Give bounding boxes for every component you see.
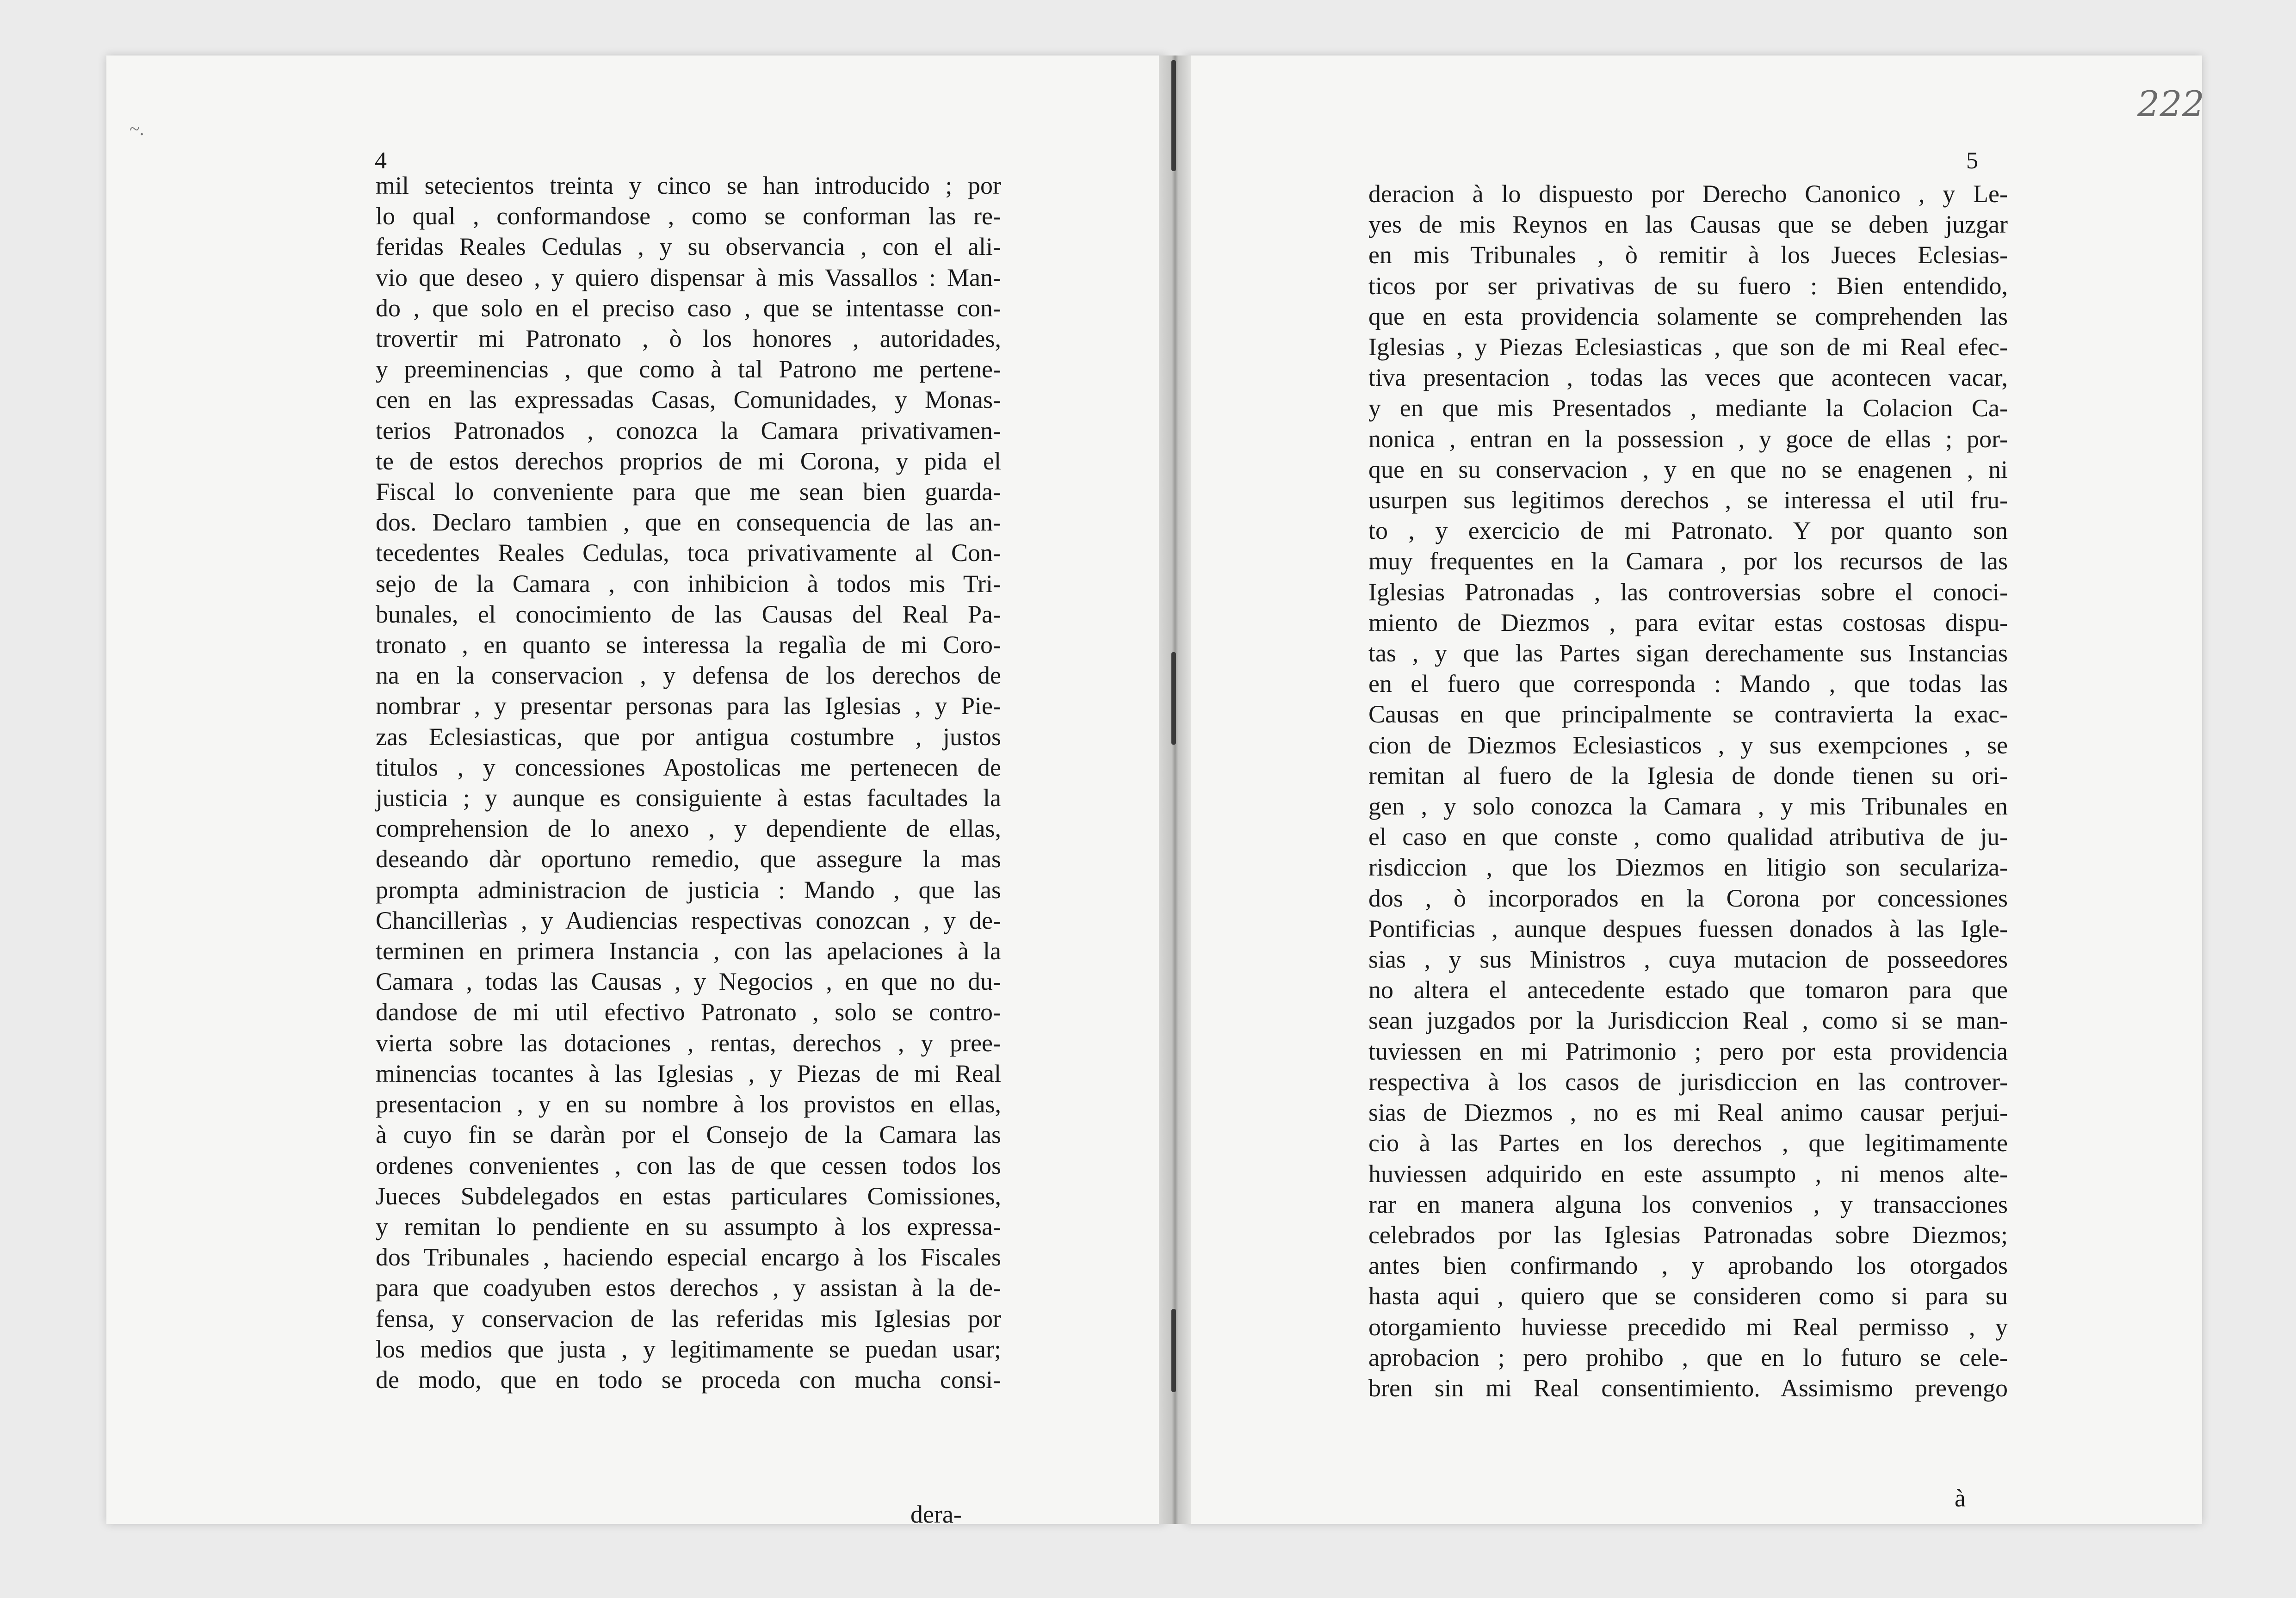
binding-thread bbox=[1171, 60, 1176, 171]
text-line: Camara , todas las Causas , y Negocios , en que no du- bbox=[376, 968, 1001, 996]
text-line: hasta aqui , quiero que se consideren como si para su bbox=[1368, 1282, 2008, 1310]
folio-number: 222 bbox=[2137, 83, 2205, 124]
text-line: feridas Reales Cedulas , y su observancia , con el ali- bbox=[376, 233, 1001, 261]
text-line: à cuyo fin se daràn por el Consejo de la Camara las bbox=[376, 1121, 1001, 1149]
text-line: sean juzgados por la Jurisdiccion Real , como si se man- bbox=[1368, 1006, 2008, 1035]
text-line: na en la conservacion , y defensa de los derechos de bbox=[376, 661, 1001, 690]
text-line: Iglesias , y Piezas Eclesiasticas , que son de mi Real efec- bbox=[1368, 333, 2008, 361]
text-line: sias de Diezmos , no es mi Real animo causar perjui- bbox=[1368, 1098, 2008, 1127]
text-line: el caso en que conste , como qualidad atributiva de ju- bbox=[1368, 823, 2008, 851]
binding-thread bbox=[1171, 652, 1176, 745]
text-line: Jueces Subdelegados en estas particulares Comissiones, bbox=[376, 1182, 1001, 1210]
text-line: miento de Diezmos , para evitar estas costosas dispu- bbox=[1368, 608, 2008, 636]
text-line: lo qual , conformandose , como se conforman las re- bbox=[376, 202, 1001, 230]
text-line: celebrados por las Iglesias Patronadas sobre Diezmos; bbox=[1368, 1221, 2008, 1249]
text-line: bunales, el conocimiento de las Causas del Real Pa- bbox=[376, 600, 1001, 628]
text-line: y en que mis Presentados , mediante la Colacion Ca- bbox=[1368, 394, 2008, 422]
text-line: en el fuero que corresponda : Mando , que todas las bbox=[1368, 670, 2008, 698]
left-catchword: dera- bbox=[910, 1500, 962, 1528]
text-line: to , y exercicio de mi Patronato. Y por quanto son bbox=[1368, 517, 2008, 545]
text-line: dos , ò incorporados en la Corona por concessiones bbox=[1368, 884, 2008, 912]
text-line: cion de Diezmos Eclesiasticos , y sus exempciones , se bbox=[1368, 731, 2008, 759]
text-line: muy frequentes en la Camara , por los recursos de las bbox=[1368, 547, 2008, 575]
text-line: trovertir mi Patronato , ò los honores , autoridades, bbox=[376, 325, 1001, 353]
text-line: Fiscal lo conveniente para que me sean bien guarda- bbox=[376, 478, 1001, 506]
book-gutter bbox=[1159, 56, 1191, 1524]
text-line: dos. Declaro tambien , que en consequencia de las an- bbox=[376, 508, 1001, 537]
text-line: comprehension de lo anexo , y dependiente de ellas, bbox=[376, 814, 1001, 843]
text-line: sias , y sus Ministros , cuya mutacion de posseedores bbox=[1368, 945, 2008, 974]
text-line: antes bien confirmando , y aprobando los otorgados bbox=[1368, 1252, 2008, 1280]
text-line: Pontificias , aunque despues fuessen donados à las Igle- bbox=[1368, 914, 2008, 943]
text-line: tiva presentacion , todas las veces que acontecen vacar, bbox=[1368, 364, 2008, 392]
text-line: mil setecientos treinta y cinco se han introducido ; por bbox=[376, 172, 1001, 199]
text-line: nombrar , y presentar personas para las Iglesias , y Pie- bbox=[376, 692, 1001, 720]
text-line: terminen en primera Instancia , con las apelaciones à la bbox=[376, 937, 1001, 965]
text-line: remitan al fuero de la Iglesia de donde tienen su ori- bbox=[1368, 761, 2008, 790]
text-line: y remitan lo pendiente en su assumpto à los expressa- bbox=[376, 1212, 1001, 1240]
text-line: dandose de mi util efectivo Patronato , solo se contro- bbox=[376, 998, 1001, 1026]
text-line: no altera el antecedente estado que tomaron para que bbox=[1368, 976, 2008, 1004]
text-line: para que coadyuben estos derechos , y assistan à la de- bbox=[376, 1274, 1001, 1302]
text-line: zas Eclesiasticas, que por antigua costumbre , justos bbox=[376, 722, 1001, 751]
text-line: gen , y solo conozca la Camara , y mis Tribunales en bbox=[1368, 792, 2008, 821]
text-line: deracion à lo dispuesto por Derecho Canonico , y Le- bbox=[1368, 180, 2008, 208]
text-line: minencias tocantes à las Iglesias , y Piezas de mi Real bbox=[376, 1059, 1001, 1087]
text-line: tronato , en quanto se interessa la regalìa de mi Coro- bbox=[376, 631, 1001, 659]
text-line: risdiccion , que los Diezmos en litigio son seculariza- bbox=[1368, 853, 2008, 882]
text-line: Iglesias Patronadas , las controversias sobre el conoci- bbox=[1368, 578, 2008, 606]
right-catchword: à bbox=[1955, 1484, 1966, 1512]
text-line: dos Tribunales , haciendo especial encargo à los Fiscales bbox=[376, 1243, 1001, 1271]
text-line: terios Patronados , conozca la Camara privativamen- bbox=[376, 416, 1001, 444]
text-line: justicia ; y aunque es consiguiente à estas facultades la bbox=[376, 784, 1001, 812]
text-line: presentacion , y en su nombre à los provistos en ellas, bbox=[376, 1090, 1001, 1118]
text-line: huviessen adquirido en este assumpto , ni menos alte- bbox=[1368, 1160, 2008, 1188]
left-page-number: 4 bbox=[375, 148, 387, 174]
text-line: usurpen sus legitimos derechos , se interessa el util fru- bbox=[1368, 486, 2008, 514]
text-line: que en su conservacion , y en que no se enagenen , ni bbox=[1368, 455, 2008, 483]
text-line: nonica , entran en la possession , y goce de ellas ; por- bbox=[1368, 425, 2008, 453]
text-line: de modo, que en todo se proceda con mucha consi- bbox=[376, 1365, 1001, 1394]
text-line: fensa, y conservacion de las referidas mis Iglesias por bbox=[376, 1304, 1001, 1333]
text-line: respectiva à los casos de jurisdiccion en las controver- bbox=[1368, 1067, 2008, 1096]
text-line: do , que solo en el preciso caso , que se intentasse con- bbox=[376, 294, 1001, 322]
text-line: sejo de la Camara , con inhibicion à todos mis Tri- bbox=[376, 569, 1001, 598]
text-line: rar en manera alguna los convenios , y transacciones bbox=[1368, 1190, 2008, 1218]
right-page-number: 5 bbox=[1966, 148, 1978, 174]
text-line: Causas en que principalmente se contravierta la exac- bbox=[1368, 700, 2008, 728]
binding-thread bbox=[1171, 1309, 1176, 1392]
text-line: te de estos derechos proprios de mi Corona, y pida el bbox=[376, 447, 1001, 475]
text-line: vierta sobre las dotaciones , rentas, derechos , y pree- bbox=[376, 1029, 1001, 1057]
text-line: otorgamiento huviesse precedido mi Real permisso , y bbox=[1368, 1313, 2008, 1341]
text-line: ticos por ser privativas de su fuero : Bien entendido, bbox=[1368, 271, 2008, 300]
text-line: tas , y que las Partes sigan derechamente sus Instancias bbox=[1368, 639, 2008, 667]
text-line: cio à las Partes en los derechos , que legitimamente bbox=[1368, 1129, 2008, 1157]
text-line: en mis Tribunales , ò remitir à los Jueces Eclesias- bbox=[1368, 241, 2008, 269]
text-line: yes de mis Reynos en las Causas que se deben juzgar bbox=[1368, 210, 2008, 239]
text-line: tecedentes Reales Cedulas, toca privativamente al Con- bbox=[376, 539, 1001, 567]
text-line: bren sin mi Real consentimiento. Assimismo prevengo bbox=[1368, 1374, 2008, 1402]
text-line: aprobacion ; pero prohibo , que en lo futuro se cele- bbox=[1368, 1343, 2008, 1371]
text-line: vio que deseo , y quiero dispensar à mis Vassallos : Man- bbox=[376, 263, 1001, 291]
text-line: ordenes convenientes , con las de que cessen todos los bbox=[376, 1151, 1001, 1179]
text-line: titulos , y concessiones Apostolicas me pertenecen de bbox=[376, 753, 1001, 781]
corner-smudge: ~. bbox=[130, 118, 144, 139]
text-line: deseando dàr oportuno remedio, que assegure la mas bbox=[376, 845, 1001, 873]
text-line: prompta administracion de justicia : Mando , que las bbox=[376, 876, 1001, 904]
text-line: los medios que justa , y legitimamente se puedan usar; bbox=[376, 1335, 1001, 1363]
left-page-text bbox=[376, 170, 1001, 1395]
text-line: y preeminencias , que como à tal Patrono me pertene- bbox=[376, 355, 1001, 383]
text-line: cen en las expressadas Casas, Comunidades, y Monas- bbox=[376, 386, 1001, 414]
right-page-text bbox=[1368, 179, 2008, 1403]
text-line: tuviessen en mi Patrimonio ; pero por esta providencia bbox=[1368, 1037, 2008, 1065]
text-line: Chancillerìas , y Audiencias respectivas conozcan , y de- bbox=[376, 906, 1001, 934]
text-line: que en esta providencia solamente se comprehenden las bbox=[1368, 302, 2008, 330]
